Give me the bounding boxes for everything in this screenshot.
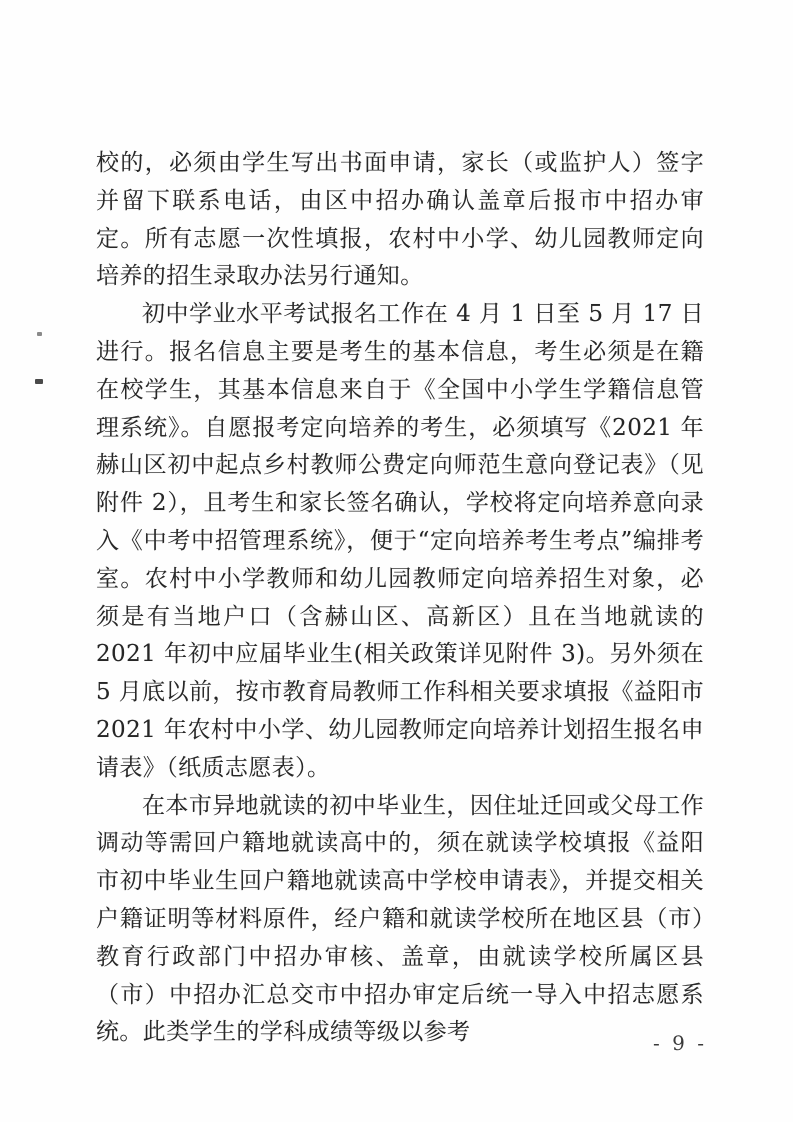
paragraph: 在本市异地就读的初中毕业生，因住址迁回或父母工作调动等需回户籍地就读高中的，须在就读学校填报《益阳市初中毕业生回户籍地就读高中学校申请表》，并提交相关户籍证明等材料原件，经户籍和就读学校所在地区县（市）教育行政部门中招办审核、盖章，由就读学校所属区县（市）中招办汇总交市中招办审定后统一导入中招志愿系统。此类学生的学科成绩等级以参考 bbox=[96, 792, 704, 1046]
document-body bbox=[96, 145, 704, 1052]
scan-speck bbox=[37, 332, 42, 336]
paragraph: 初中学业水平考试报名工作在 4 月 1 日至 5 月 17 日进行。报名信息主要是考生的基本信息，考生必须是在籍在校学生，其基本信息来自于《全国中小学生学籍信息管理系统》。自愿报考定向培养的考生，必须填写《2021 年赫山区初中起点乡村教师公费定向师范生意向登记表》（见附件 2），且考生和家长签名确认，学校将定向培养意向录入《中考中招管理系统》，便于“定向培养考生考点”编排考室。农村中小学教师和幼儿园教师定向培养招生对象，必须是有当地户口（含赫山区、高新区）且在当地就读的 2021 年初中应届毕业生(相关政策详见附件 3)。另外须在 5 月底以前，按市教育局教师工作科相关要求填报《益阳市 2021 年农村中小学、幼儿园教师定向培养计划招生报名申请表》（纸质志愿表）。 bbox=[96, 301, 704, 781]
paragraphs bbox=[96, 145, 704, 1052]
page-number: - 9 - bbox=[653, 1031, 707, 1055]
paragraph: 校的，必须由学生写出书面申请，家长（或监护人）签字并留下联系电话，由区中招办确认盖章后报市中招办审定。所有志愿一次性填报，农村中小学、幼儿园教师定向培养的招生录取办法另行通知。 bbox=[96, 150, 704, 290]
scan-speck bbox=[35, 379, 43, 384]
